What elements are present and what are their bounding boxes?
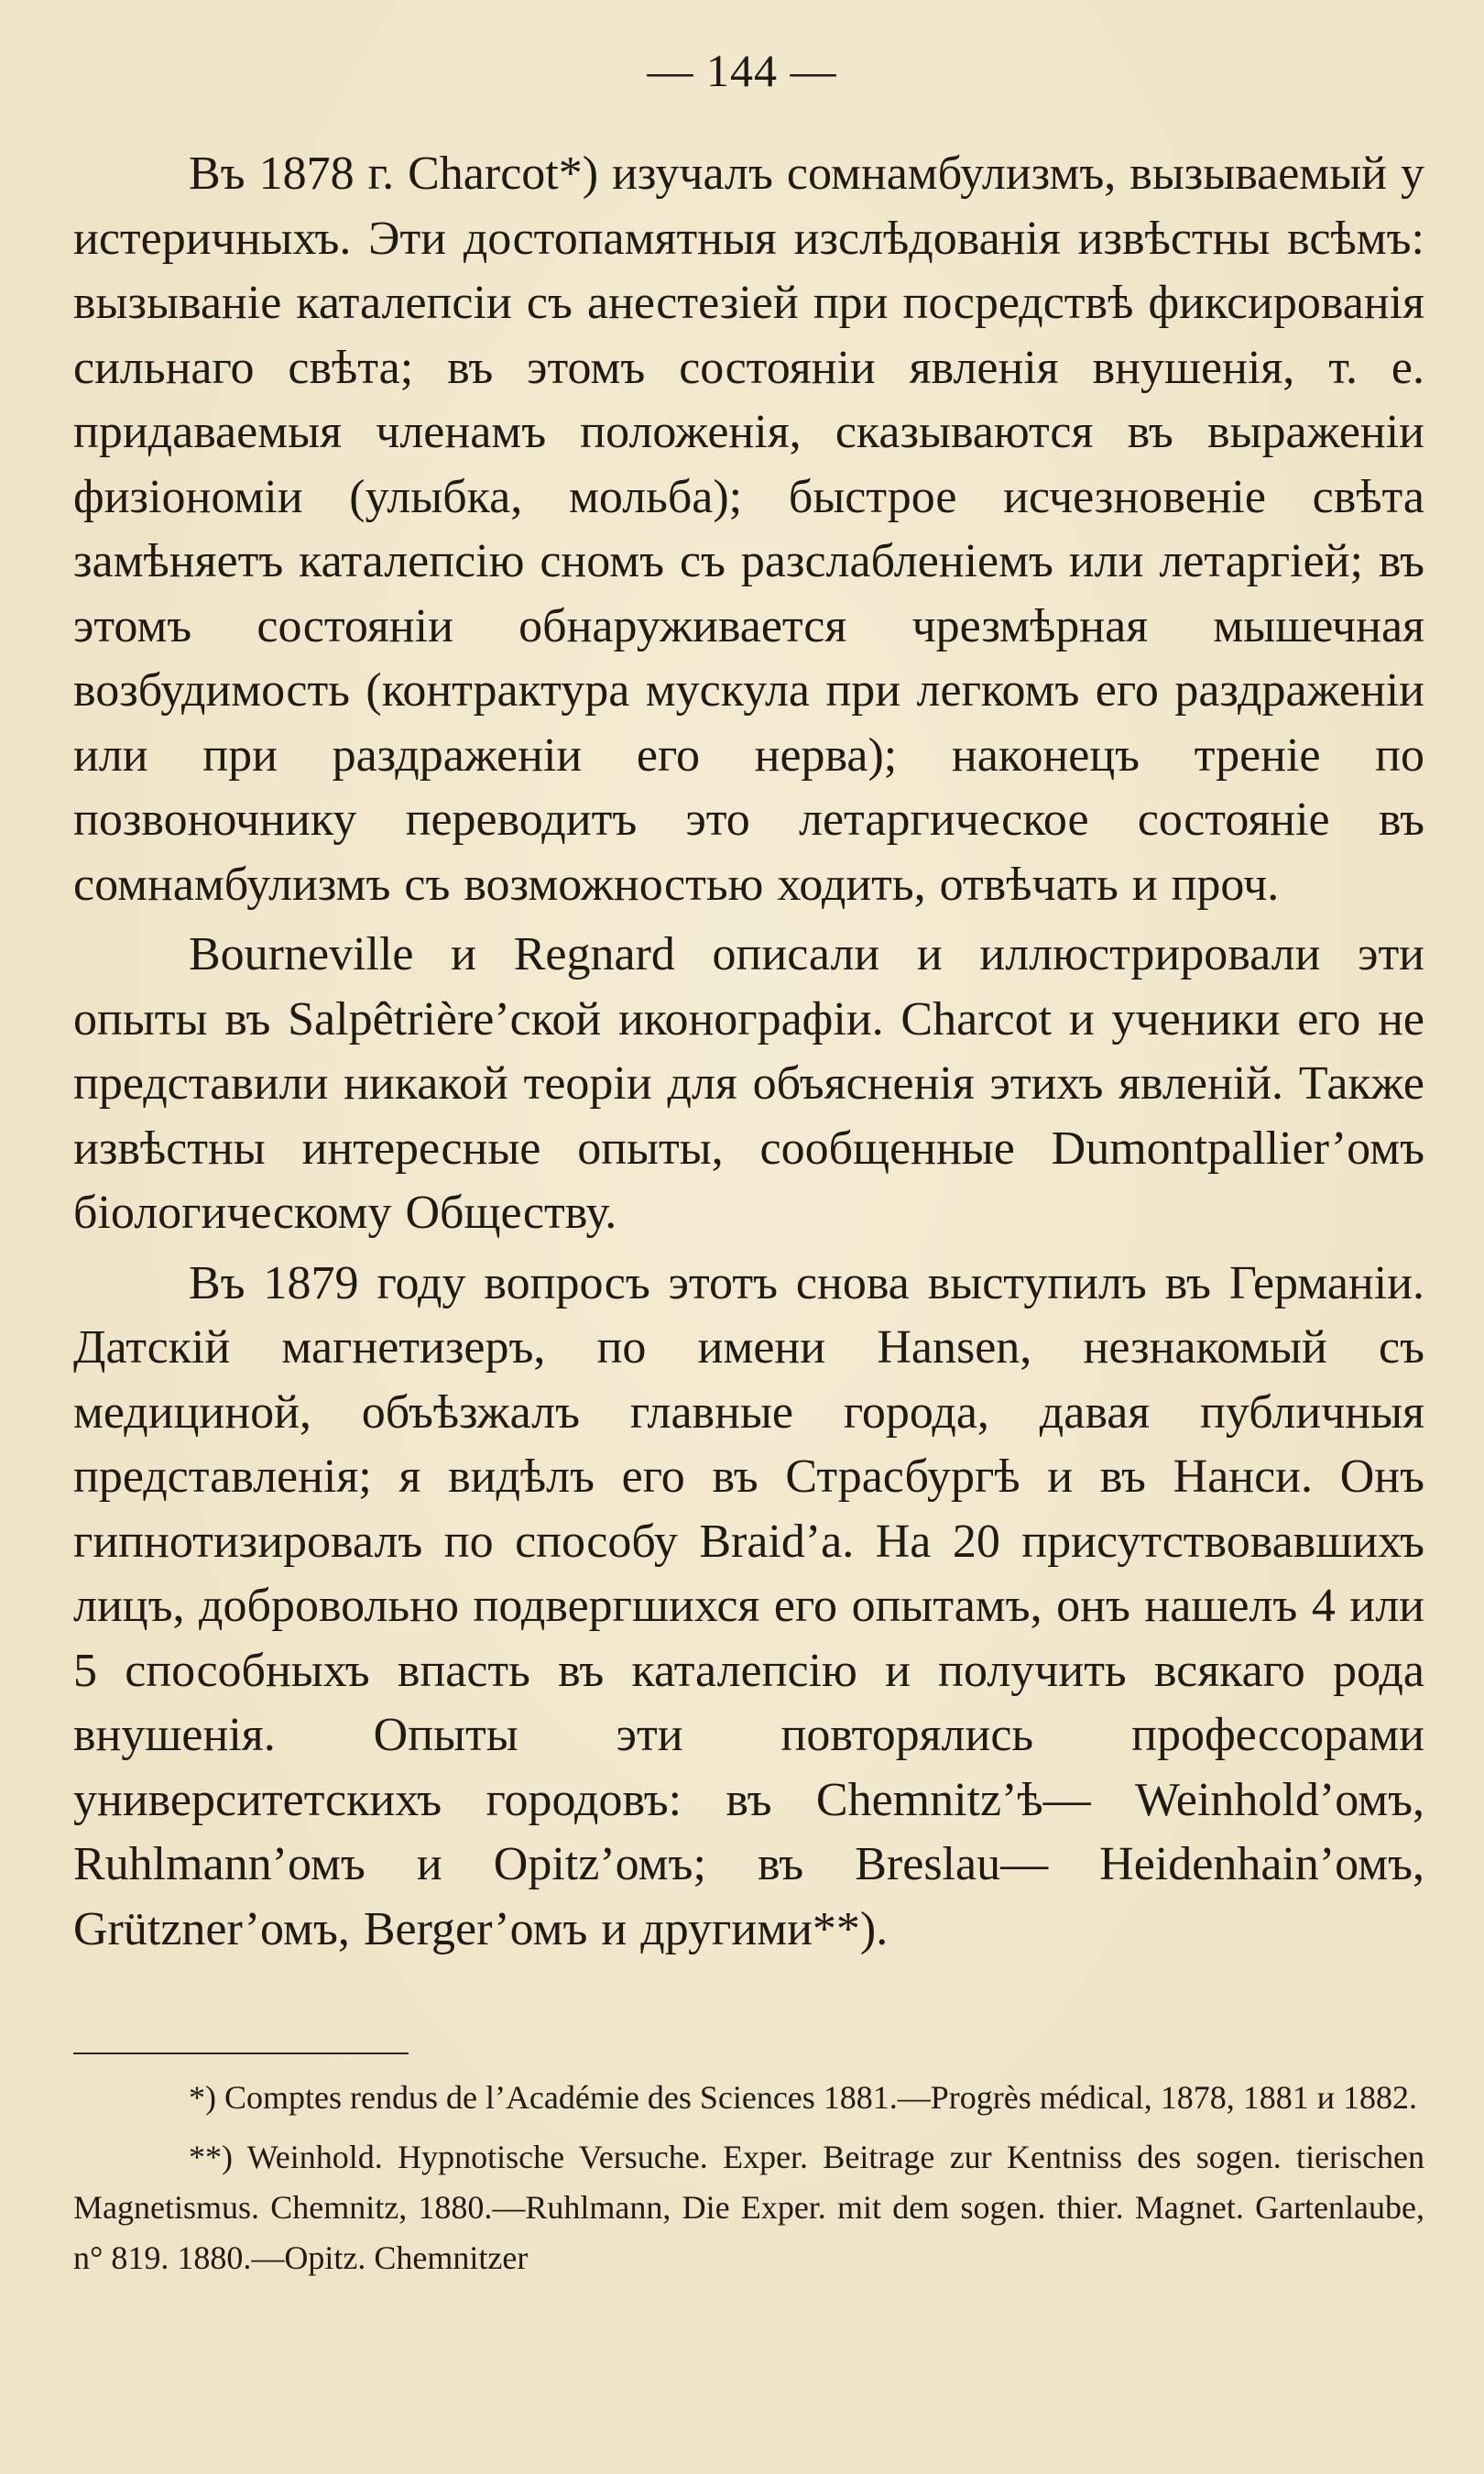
paragraph-hansen: Въ 1879 году вопросъ этотъ снова выступилъ въ Германіи. Датскій магнетизеръ, по имени Hansen, незнакомый съ медициной, объѣзжалъ главные города, давая публичныя представленія; я видѣлъ его въ Страсбургѣ и въ Нанси. Онъ гипнотизировалъ по способу Braid’а. На 20 присутствовавшихъ лицъ, добровольно подвергшихся его опытамъ, онъ нашелъ 4 или 5 способныхъ впасть въ каталепсію и получить всякаго рода внушенія. Опыты эти повторялись профессорами университетскихъ городовъ: въ Chemnitz’ѣ— Weinhold’омъ, Ruhlmann’омъ и Opitz’омъ; въ Breslau— Heidenhain’омъ, Grützner’омъ, Berger’омъ и другими**).: [73, 1256, 1424, 1955]
paragraph-bourneville: Bourneville и Regnard описали и иллюстрировали эти опыты въ Salpêtrière’ской иконографіи. Charcot и ученики его не представили никакой теоріи для объясненія этихъ явленій. Также извѣстны интересные опыты, сообщенные Dumontpallier’омъ біологическому Обществу.: [73, 928, 1424, 1239]
page-number: — 144 —: [647, 45, 837, 96]
footnote-divider: [73, 2053, 409, 2054]
footnote-1: *) Comptes rendus de l’Académie des Sciences 1881.—Progrès médical, 1878, 1881 и 1882.: [189, 2079, 1417, 2116]
paragraph-charcot: Въ 1878 г. Charcot*) изучалъ сомнамбулизмъ, вызываемый у истеричныхъ. Эти достопамятныя изслѣдованія извѣстны всѣмъ: вызываніе каталепсіи съ анестезіей при посредствѣ фиксированія сильнаго свѣта; въ этомъ состояніи явленія внушенія, т. е. придаваемыя членамъ положенія, сказываются въ выраженіи физіономіи (улыбка, мольба); быстрое исчезновеніе свѣта замѣняетъ каталепсію сномъ съ разслабленіемъ или летаргіей; въ этомъ состояніи обнаруживается чрезмѣрная мышечная возбудимость (контрактура мускула при легкомъ его раздраженіи или при раздраженіи его нерва); наконецъ треніе по позвоночнику переводитъ это летаргическое состояніе въ сомнамбулизмъ съ возможностью ходить, отвѣчать и проч.: [73, 148, 1424, 911]
footnotes: [73, 2073, 1424, 2283]
main-text: [73, 142, 1424, 1962]
footnote-2: **) Weinhold. Hypnotische Versuche. Exper. Beitrage zur Kentniss des sogen. tierischen Magnetismus. Chemnitz, 1880.—Ruhlmann, Die Exper. mit dem sogen. thier. Magnet. Gartenlaube, n° 819. 1880.—Opitz. Chemnitzer: [73, 2139, 1424, 2276]
